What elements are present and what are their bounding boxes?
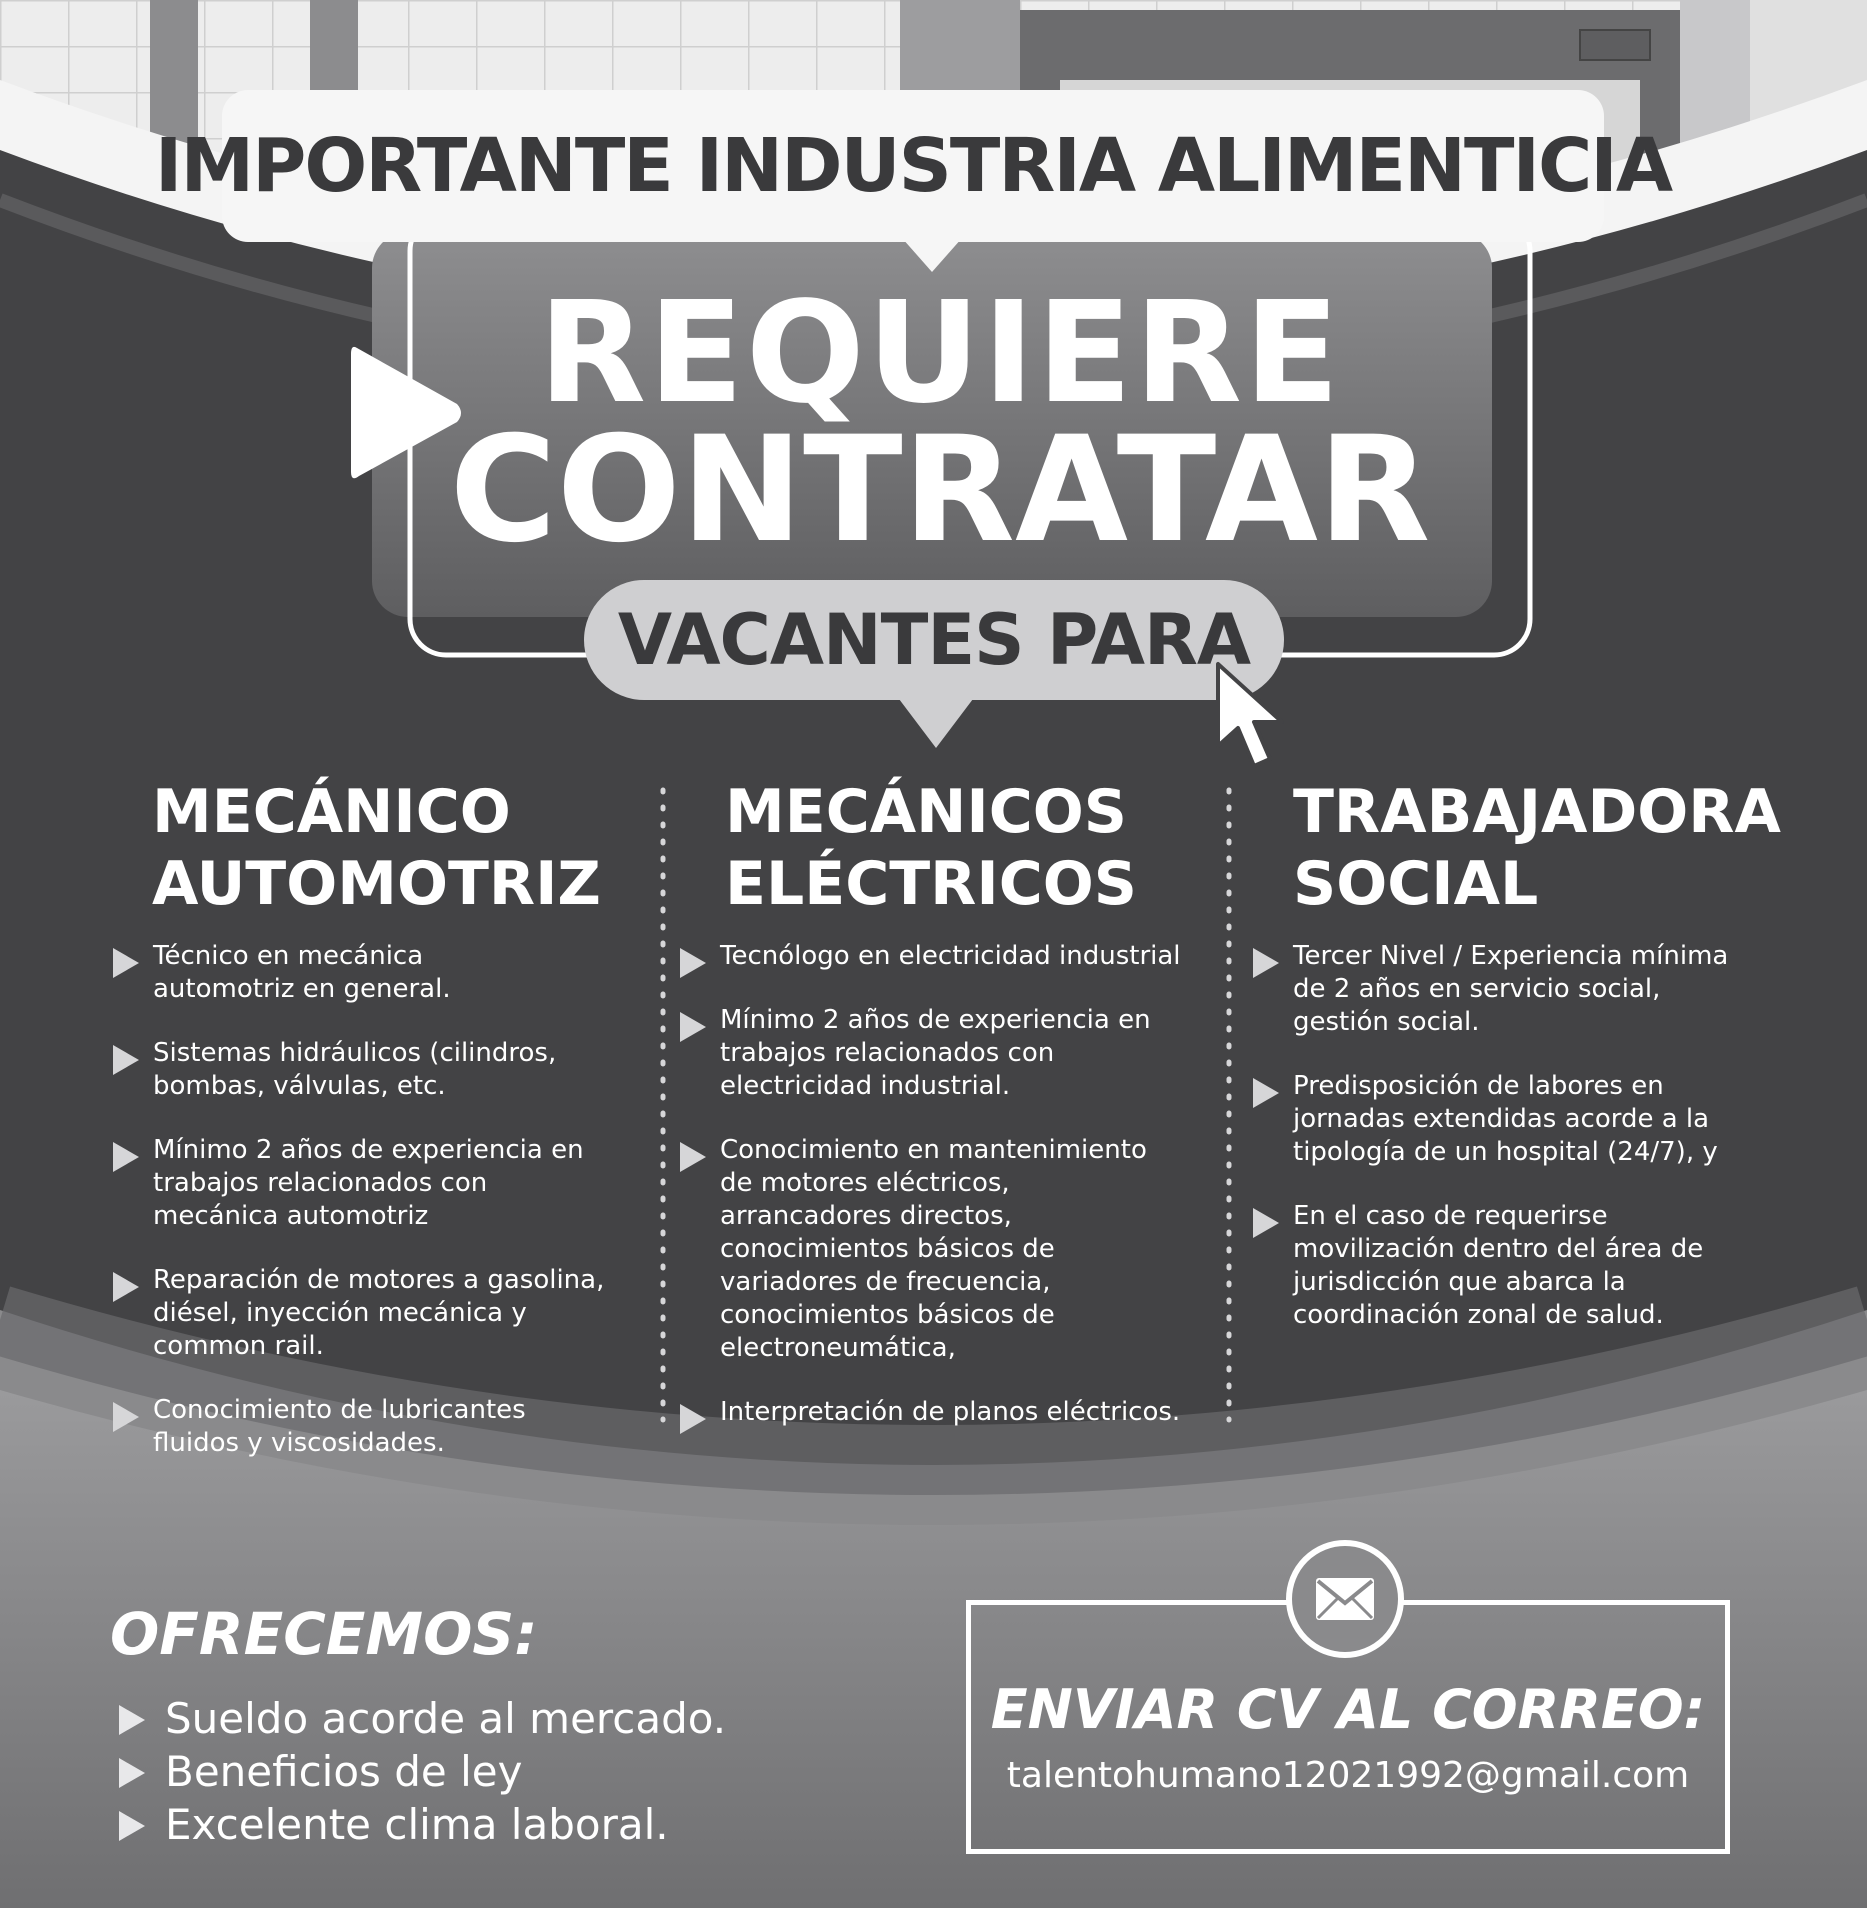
requiere-title: REQUIERE	[538, 272, 1342, 435]
requirements-list-trabajadora-social	[1253, 940, 1728, 1332]
vacancies-pill	[584, 580, 1284, 700]
bullet-arrow-icon	[680, 1012, 706, 1042]
title-line: AUTOMOTRIZ	[152, 849, 601, 919]
list-item	[113, 1037, 604, 1103]
list-item-text: electricidad industrial.	[720, 1071, 1011, 1101]
offer-item	[115, 1745, 726, 1798]
offer-item	[115, 1798, 726, 1851]
list-item	[1253, 940, 1728, 1039]
list-item-text: Técnico en mecánica	[153, 941, 424, 971]
list-item-text: variadores de frecuencia,	[720, 1267, 1051, 1297]
bullet-arrow-icon	[113, 1142, 139, 1172]
list-item	[680, 1004, 1181, 1103]
offer-title: OFRECEMOS:	[110, 1600, 538, 1668]
list-item-text: trabajos relacionados con	[153, 1168, 488, 1198]
list-item-text: Conocimiento en mantenimiento	[720, 1135, 1147, 1165]
list-item-text: Conocimiento de lubricantes	[153, 1395, 526, 1425]
bullet-arrow-icon	[680, 948, 706, 978]
list-item-text: Interpretación de planos eléctricos.	[720, 1397, 1181, 1427]
bullet-arrow-icon	[119, 1705, 145, 1735]
list-item-text: common rail.	[153, 1331, 324, 1361]
list-item-text: de 2 años en servicio social,	[1293, 974, 1661, 1004]
list-item-text: diésel, inyección mecánica y	[153, 1298, 527, 1328]
contratar-title: CONTRATAR	[449, 405, 1431, 575]
envelope-badge	[1286, 1540, 1404, 1658]
offer-item-text: Beneficios de ley	[165, 1747, 523, 1796]
list-item	[113, 940, 604, 1006]
mouse-cursor-icon	[1214, 660, 1294, 775]
list-item-text: de motores eléctricos,	[720, 1168, 1010, 1198]
list-item-text: Reparación de motores a gasolina,	[153, 1265, 605, 1295]
bullet-arrow-icon	[680, 1142, 706, 1172]
list-item	[113, 1264, 604, 1363]
list-item-text: coordinación zonal de salud.	[1293, 1300, 1664, 1330]
bullet-arrow-icon	[113, 1045, 139, 1075]
list-item-text: Predisposición de labores en	[1293, 1071, 1664, 1101]
offer-item	[115, 1692, 726, 1745]
list-item	[1253, 1200, 1728, 1332]
list-item-text: tipología de un hospital (24/7), y	[1293, 1137, 1718, 1167]
bullet-arrow-icon	[113, 948, 139, 978]
offer-item-text: Excelente clima laboral.	[165, 1800, 669, 1849]
list-item-text: automotriz en general.	[153, 974, 451, 1004]
bullet-arrow-icon	[1253, 1208, 1279, 1238]
bullet-arrow-icon	[680, 1404, 706, 1434]
list-item-text: Tecnólogo en electricidad industrial	[720, 941, 1181, 971]
list-item-text: jornadas extendidas acorde a la	[1293, 1104, 1710, 1134]
contact-email: talentohumano12021992@gmail.com	[1006, 1755, 1690, 1796]
bullet-arrow-icon	[119, 1758, 145, 1788]
bullet-arrow-icon	[119, 1811, 145, 1841]
position-title-mecanico-automotriz	[152, 776, 601, 920]
list-item-text: Mínimo 2 años de experiencia en	[153, 1135, 584, 1165]
list-item-text: Mínimo 2 años de experiencia en	[720, 1005, 1151, 1035]
bullet-arrow-icon	[1253, 948, 1279, 978]
title-line: MECÁNICO	[152, 777, 511, 847]
title-line: ELÉCTRICOS	[725, 849, 1137, 919]
list-item-text: trabajos relacionados con	[720, 1038, 1055, 1068]
list-item-text: Tercer Nivel / Experiencia mínima	[1293, 941, 1729, 971]
list-item-text: conocimientos básicos de	[720, 1300, 1055, 1330]
list-item-text: conocimientos básicos de	[720, 1234, 1055, 1264]
bullet-arrow-icon	[1253, 1078, 1279, 1108]
list-item	[113, 1394, 604, 1460]
vacancies-label: VACANTES PARA	[617, 599, 1251, 681]
company-headline: IMPORTANTE INDUSTRIA ALIMENTICIA	[154, 123, 1672, 209]
list-item	[113, 1134, 604, 1233]
bullet-arrow-icon	[113, 1272, 139, 1302]
offer-item-text: Sueldo acorde al mercado.	[165, 1694, 727, 1743]
envelope-icon	[1314, 1576, 1376, 1622]
list-item-text: gestión social.	[1293, 1007, 1480, 1037]
list-item	[680, 1396, 1181, 1429]
requirements-list-mecanico-automotriz	[113, 940, 604, 1460]
title-line: SOCIAL	[1293, 849, 1539, 919]
list-item-text: En el caso de requerirse	[1293, 1201, 1608, 1231]
requirements-list-mecanicos-electricos	[680, 940, 1181, 1429]
list-item-text: movilización dentro del área de	[1293, 1234, 1704, 1264]
list-item-text: arrancadores directos,	[720, 1201, 1012, 1231]
position-title-mecanicos-electricos	[725, 776, 1137, 920]
title-line: MECÁNICOS	[725, 777, 1127, 847]
list-item	[1253, 1070, 1728, 1169]
list-item-text: Sistemas hidráulicos (cilindros,	[153, 1038, 557, 1068]
title-line: TRABAJADORA	[1293, 777, 1781, 847]
list-item	[680, 1134, 1181, 1365]
list-item-text: fluidos y viscosidades.	[153, 1428, 445, 1458]
list-item-text: electroneumática,	[720, 1333, 956, 1363]
list-item	[680, 940, 1181, 973]
position-title-trabajadora-social	[1293, 776, 1781, 920]
headline-banner	[154, 90, 1672, 242]
list-item-text: mecánica automotriz	[153, 1201, 429, 1231]
contact-title: ENVIAR CV AL CORREO:	[990, 1678, 1706, 1741]
bullet-arrow-icon	[113, 1402, 139, 1432]
offer-list	[115, 1692, 726, 1851]
list-item-text: jurisdicción que abarca la	[1293, 1267, 1626, 1297]
list-item-text: bombas, válvulas, etc.	[153, 1071, 446, 1101]
